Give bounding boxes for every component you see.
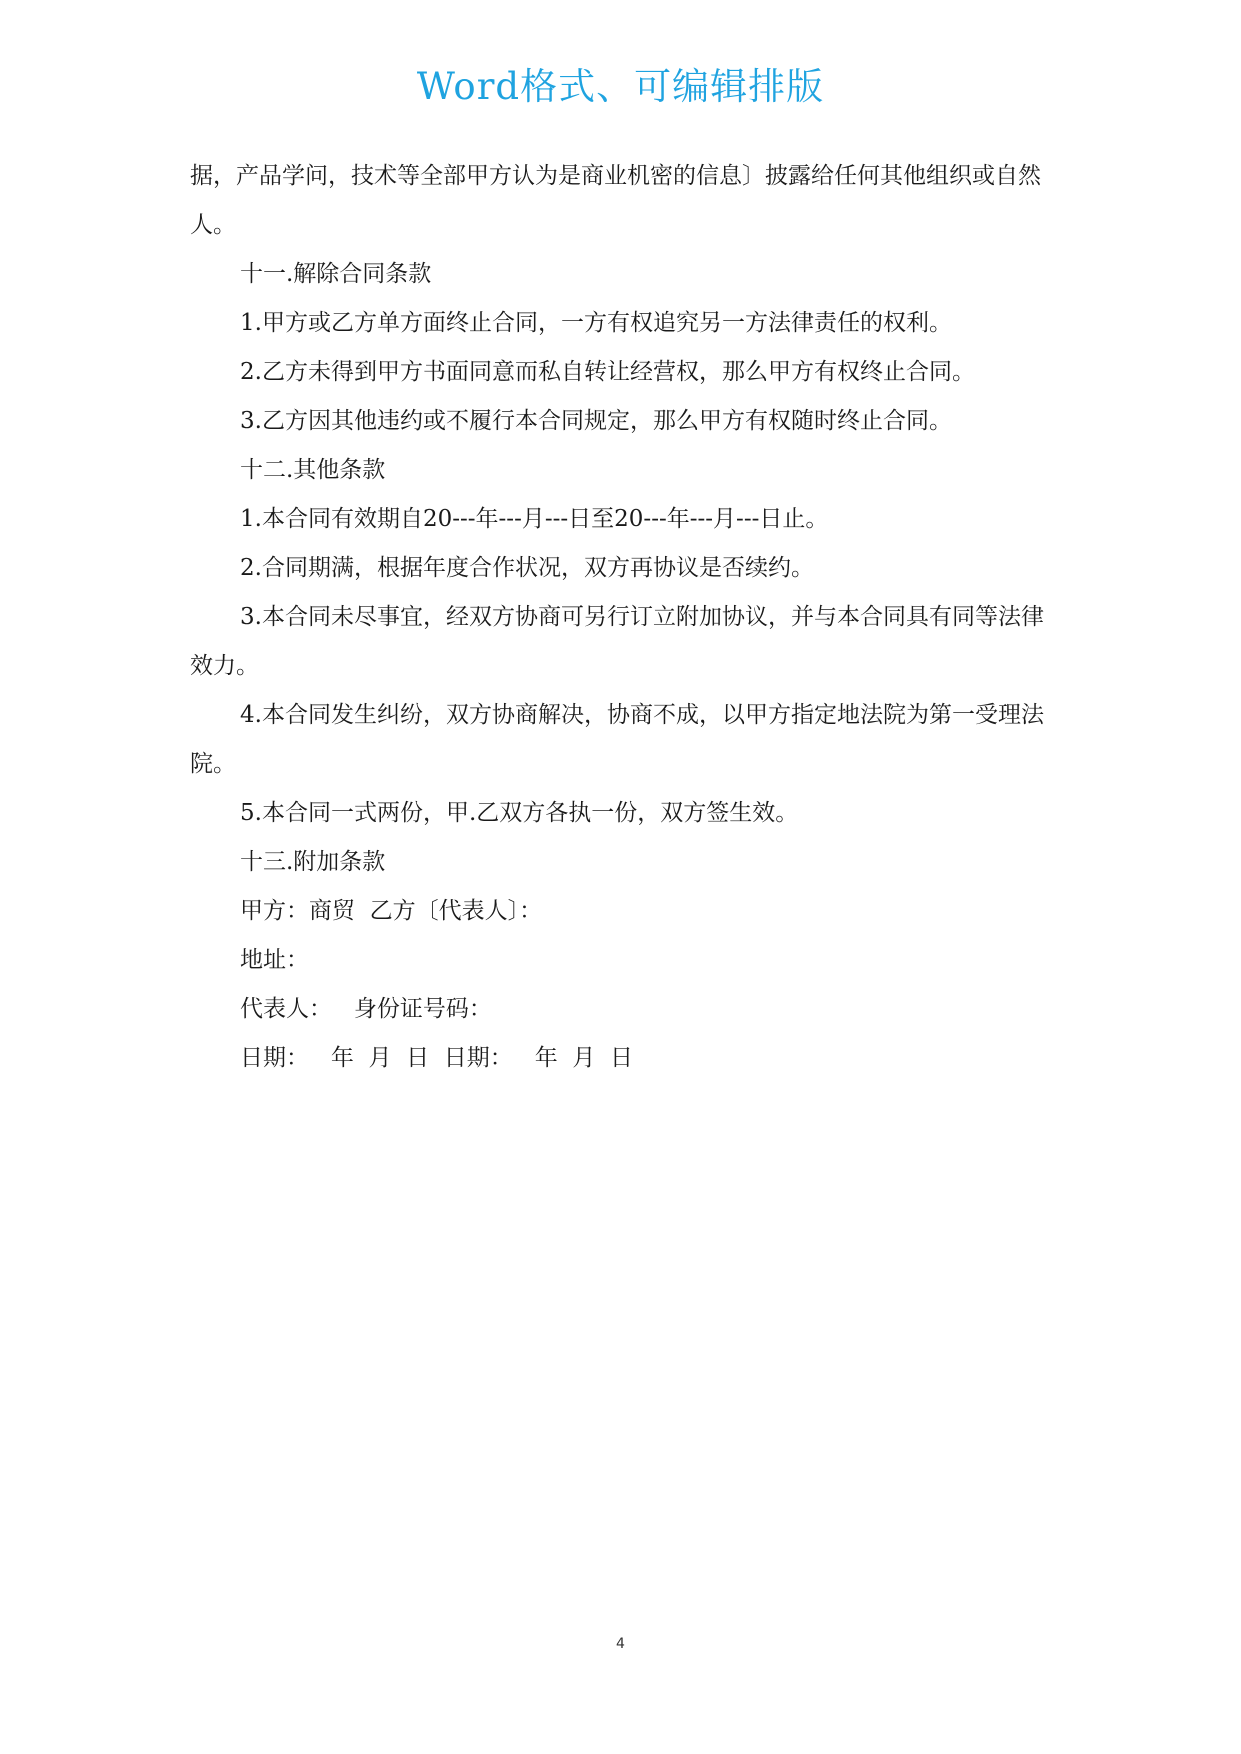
- document-body: [190, 152, 1060, 1083]
- section-heading-additional-terms: 十三.附加条款: [240, 849, 386, 875]
- clause-other-5: 5.本合同一式两份，甲.乙双方各执一份，双方签生效。: [240, 800, 799, 826]
- signature-parties-line: 甲方：商贸 乙方〔代表人〕：: [240, 898, 543, 924]
- section-heading-other-terms: 十二.其他条款: [240, 457, 386, 483]
- clause-other-3: 3.本合同未尽事宜，经双方协商可另行订立附加协议，并与本合同具有同等法律效力。: [190, 604, 1044, 679]
- clause-termination-1: 1.甲方或乙方单方面终止合同，一方有权追究另一方法律责任的权利。: [240, 310, 952, 336]
- clause-termination-3: 3.乙方因其他违约或不履行本合同规定，那么甲方有权随时终止合同。: [240, 408, 952, 434]
- page-number: 4: [616, 1636, 625, 1652]
- paragraph-confidentiality-continued: 据，产品学问，技术等全部甲方认为是商业机密的信息〕披露给任何其他组织或自然人。: [190, 163, 1041, 238]
- signature-address-line: 地址：: [240, 947, 309, 973]
- signature-representative-line: 代表人： 身份证号码：: [240, 996, 492, 1022]
- section-heading-termination: 十一.解除合同条款: [240, 261, 432, 287]
- page-header-title: Word格式、可编辑排版: [416, 65, 825, 108]
- signature-date-line: 日期： 年 月 日 日期： 年 月 日: [240, 1045, 633, 1071]
- clause-other-1: 1.本合同有效期自20---年---月---日至20---年---月---日止。: [240, 506, 829, 532]
- clause-other-2: 2.合同期满，根据年度合作状况，双方再协议是否续约。: [240, 555, 814, 581]
- signature-block: [190, 887, 1060, 1083]
- clause-other-4: 4.本合同发生纠纷，双方协商解决，协商不成，以甲方指定地法院为第一受理法院。: [190, 702, 1044, 777]
- clause-termination-2: 2.乙方未得到甲方书面同意而私自转让经营权，那么甲方有权终止合同。: [240, 359, 975, 385]
